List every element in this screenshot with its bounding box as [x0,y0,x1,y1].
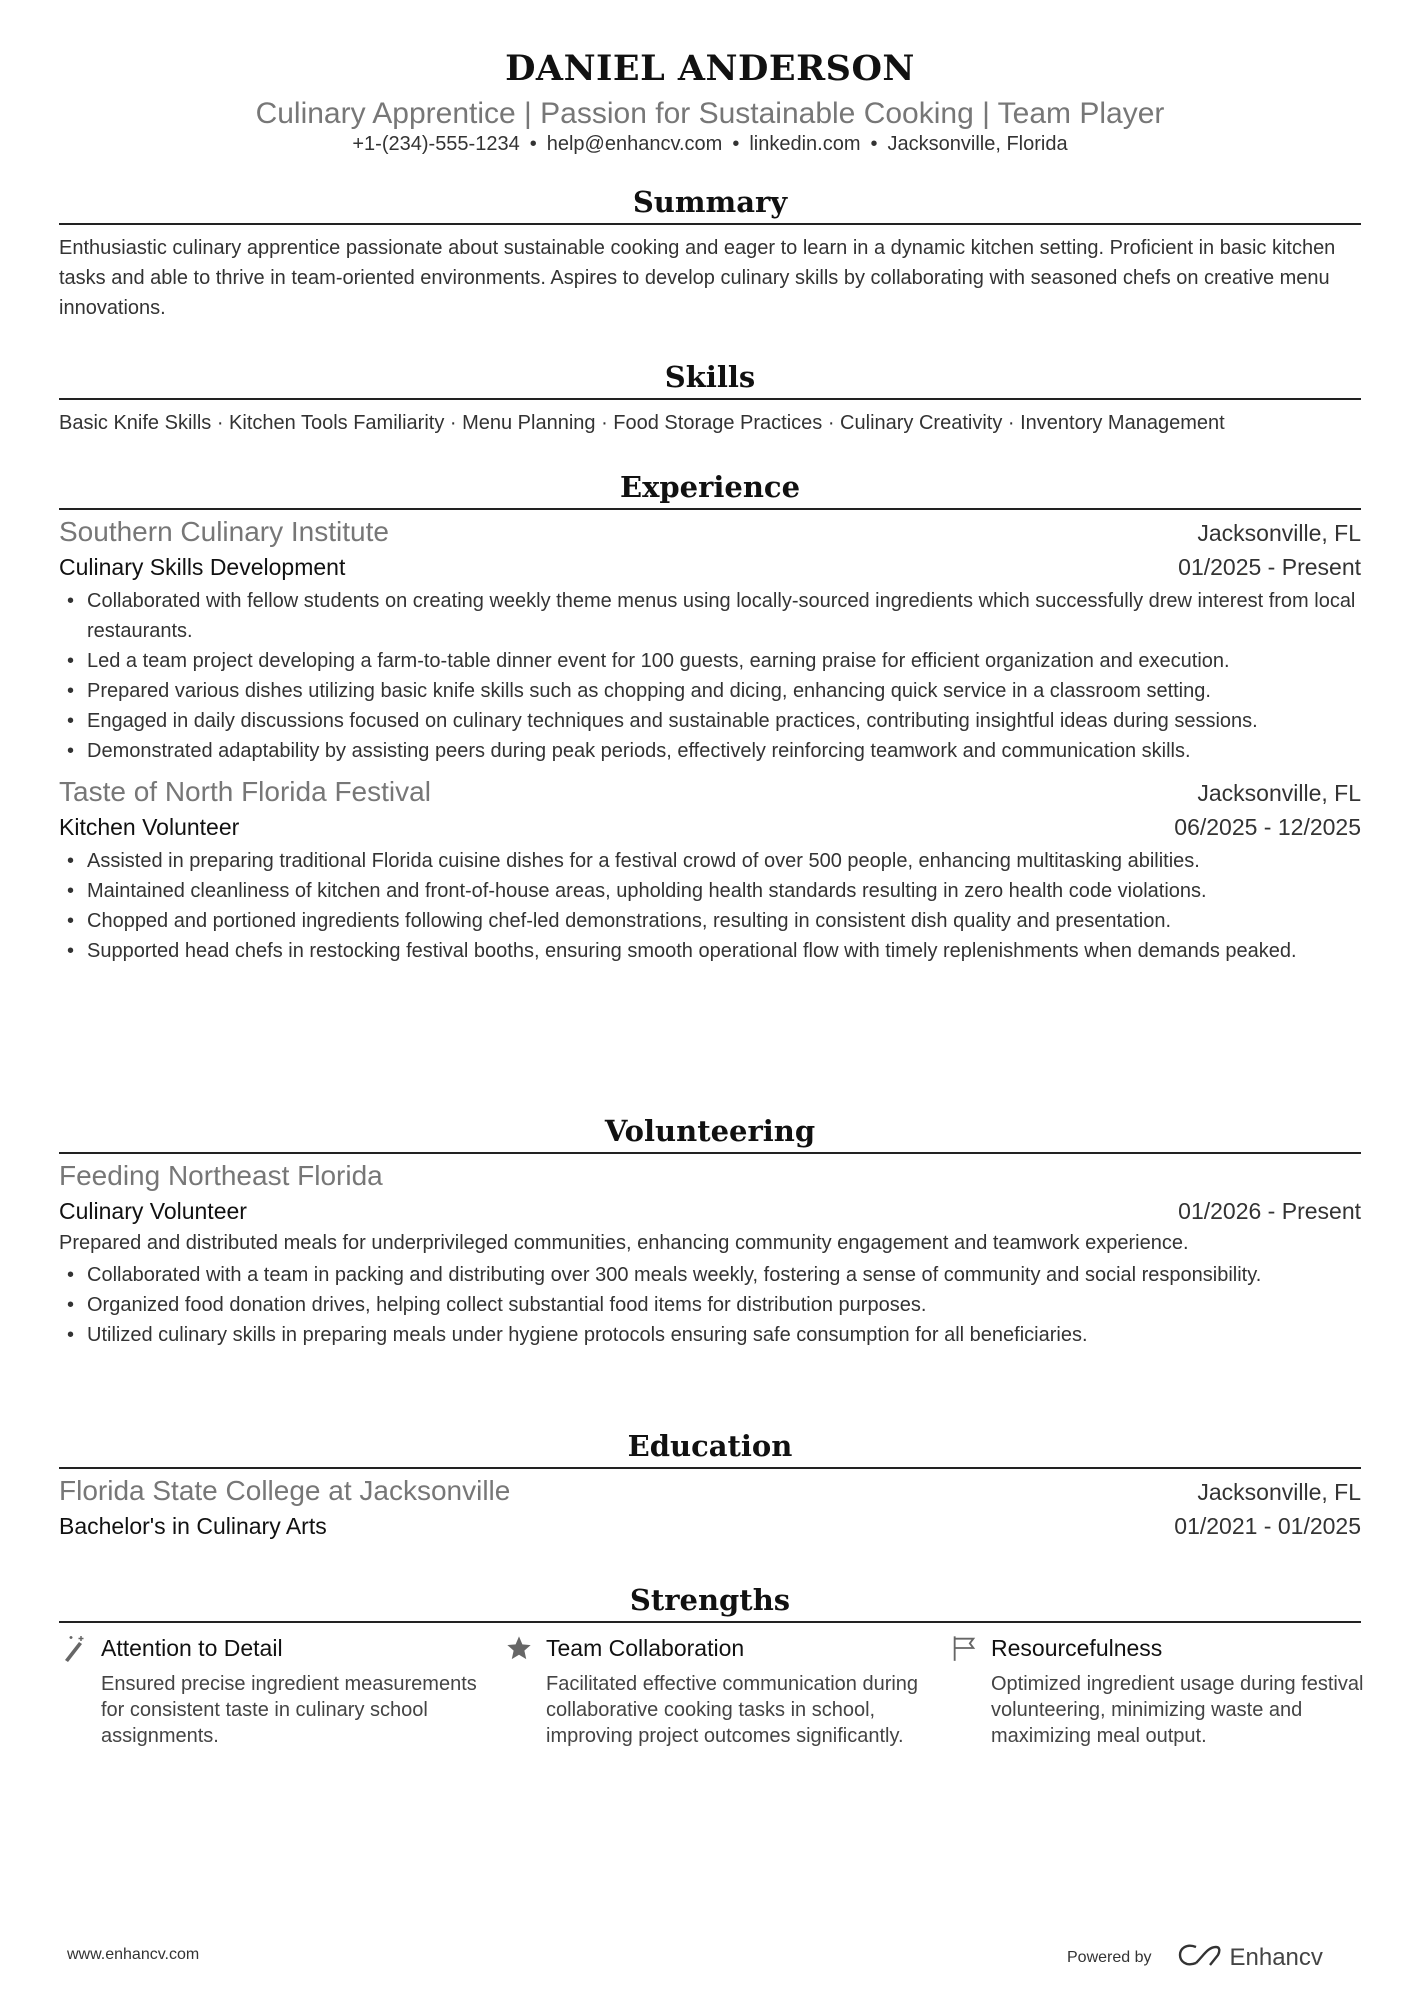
bullet: • Utilized culinary skills in preparing meals under hygiene protocols ensuring safe consumption for all beneficiaries. [59,1320,1361,1350]
strength-item [949,1631,1369,1749]
skills-section [59,356,1361,438]
footer-branding [1067,1943,1323,1972]
experience-item [59,774,1361,966]
email-link[interactable]: help@enhancv.com [546,133,723,155]
strength-description: Optimized ingredient usage during festival volunteering, minimizing waste and maximizing meal output. [991,1673,1364,1747]
section-title: Skills [664,360,756,394]
bullet: • Prepared various dishes utilizing basic knife skills such as chopping and dicing, enhancing quick service in a classroom setting. [59,676,1361,706]
powered-by-label: Powered by [1067,1948,1152,1966]
bullet: • Organized food donation drives, helping collect substantial food items for distribution purposes. [59,1290,1361,1320]
bullet: • Demonstrated adaptability by assisting peers during peak periods, effectively reinforcing teamwork and communication skills. [59,736,1361,766]
phone: +1-(234)-555-1234 [352,133,520,155]
bullet: • Chopped and portioned ingredients following chef-led demonstrations, resulting in consistent dish quality and presentation. [59,906,1361,936]
divider [59,1152,1361,1154]
strength-item [59,1631,479,1749]
strengths-section [59,1579,1364,1747]
volunteer-description: Prepared and distributed meals for underprivileged communities, enhancing community engagement and teamwork experience. [59,1232,1189,1254]
footer-website[interactable]: www.enhancv.com [67,1946,200,1963]
section-title: Summary [632,185,788,219]
education-section [59,1425,1361,1543]
bullet: • Assisted in preparing traditional Florida cuisine dishes for a festival crowd of over 500 people, enhancing multitasking abilities. [59,846,1361,876]
bullet: • Collaborated with a team in packing and distributing over 300 meals weekly, fostering a sense of community and social responsibility. [59,1260,1361,1290]
degree: Bachelor's in Culinary Arts [59,1513,327,1539]
education-dates: 01/2021 - 01/2025 [1174,1513,1361,1539]
divider [59,398,1361,400]
volunteering-section [59,1110,1361,1350]
bullet: • Collaborated with fellow students on creating weekly theme menus using locally-sourced ingredients which successfully drew interest from local restaurants. [59,586,1361,646]
summary-text: Enthusiastic culinary apprentice passionate about sustainable cooking and eager to learn in a dynamic kitchen setting. Proficient in basic kitchen tasks and able to thrive in team-oriented environments. Aspires to develop culinary skills by collaborating with seasoned chefs on creative menu innovations. [59,237,1336,319]
divider [59,508,1361,510]
headline: Culinary Apprentice | Passion for Sustainable Cooking | Team Player [255,97,1165,130]
experience-item [59,514,1361,766]
magic-wand-icon [59,1633,89,1663]
volunteer-role: Culinary Volunteer [59,1198,247,1224]
enhancv-brand: Enhancv [1229,1943,1323,1971]
organization-name: Feeding Northeast Florida [59,1160,383,1191]
strength-title: Attention to Detail [101,1634,283,1661]
divider [59,1621,1361,1623]
job-dates: 06/2025 - 12/2025 [1174,814,1361,840]
section-title: Experience [619,470,801,504]
candidate-name: DANIEL ANDERSON [505,48,915,89]
divider [59,223,1361,225]
strength-description: Ensured precise ingredient measurements for consistent taste in culinary school assignments. [101,1673,477,1747]
strength-description: Facilitated effective communication during collaborative cooking tasks in school, improving project outcomes significantly. [546,1673,919,1747]
section-title: Volunteering [604,1114,816,1148]
job-dates: 01/2025 - Present [1178,554,1361,580]
contact-line: +1-(234)-555-1234 • help@enhancv.com • linkedin.com • Jacksonville, Florida [352,133,1068,155]
linkedin-link[interactable]: linkedin.com [749,133,861,155]
experience-section [59,466,1361,966]
strength-title: Resourcefulness [991,1634,1163,1661]
divider [59,1467,1361,1469]
company-name: Southern Culinary Institute [59,516,389,547]
enhancv-logo-icon [1178,1943,1222,1972]
bullet: • Led a team project developing a farm-to-table dinner event for 100 guests, earning praise for efficient organization and execution. [59,646,1361,676]
bullet: • Maintained cleanliness of kitchen and front-of-house areas, upholding health standards resulting in zero health code violations. [59,876,1361,906]
school-name: Florida State College at Jacksonville [59,1475,511,1506]
strength-item [504,1631,924,1749]
job-title: Kitchen Volunteer [59,814,240,840]
skills-list: Basic Knife Skills · Kitchen Tools Familiarity · Menu Planning · Food Storage Practices · Culinary Creativity · Inventory Management [59,412,1225,434]
volunteer-dates: 01/2026 - Present [1178,1198,1361,1224]
flag-icon [949,1633,979,1663]
school-location: Jacksonville, FL [1197,1479,1361,1505]
bullet: • Supported head chefs in restocking festival booths, ensuring smooth operational flow with timely replenishments when demands peaked. [59,936,1361,966]
location: Jacksonville, Florida [887,133,1068,155]
job-title: Culinary Skills Development [59,554,346,580]
company-name: Taste of North Florida Festival [59,776,431,807]
star-icon [504,1633,534,1663]
section-title: Education [627,1429,793,1463]
bullet: • Engaged in daily discussions focused on culinary techniques and sustainable practices, contributing insightful ideas during sessions. [59,706,1361,736]
summary-section [59,181,1361,323]
job-location: Jacksonville, FL [1197,780,1361,806]
section-title: Strengths [629,1583,791,1617]
strength-title: Team Collaboration [546,1634,745,1661]
job-location: Jacksonville, FL [1197,520,1361,546]
